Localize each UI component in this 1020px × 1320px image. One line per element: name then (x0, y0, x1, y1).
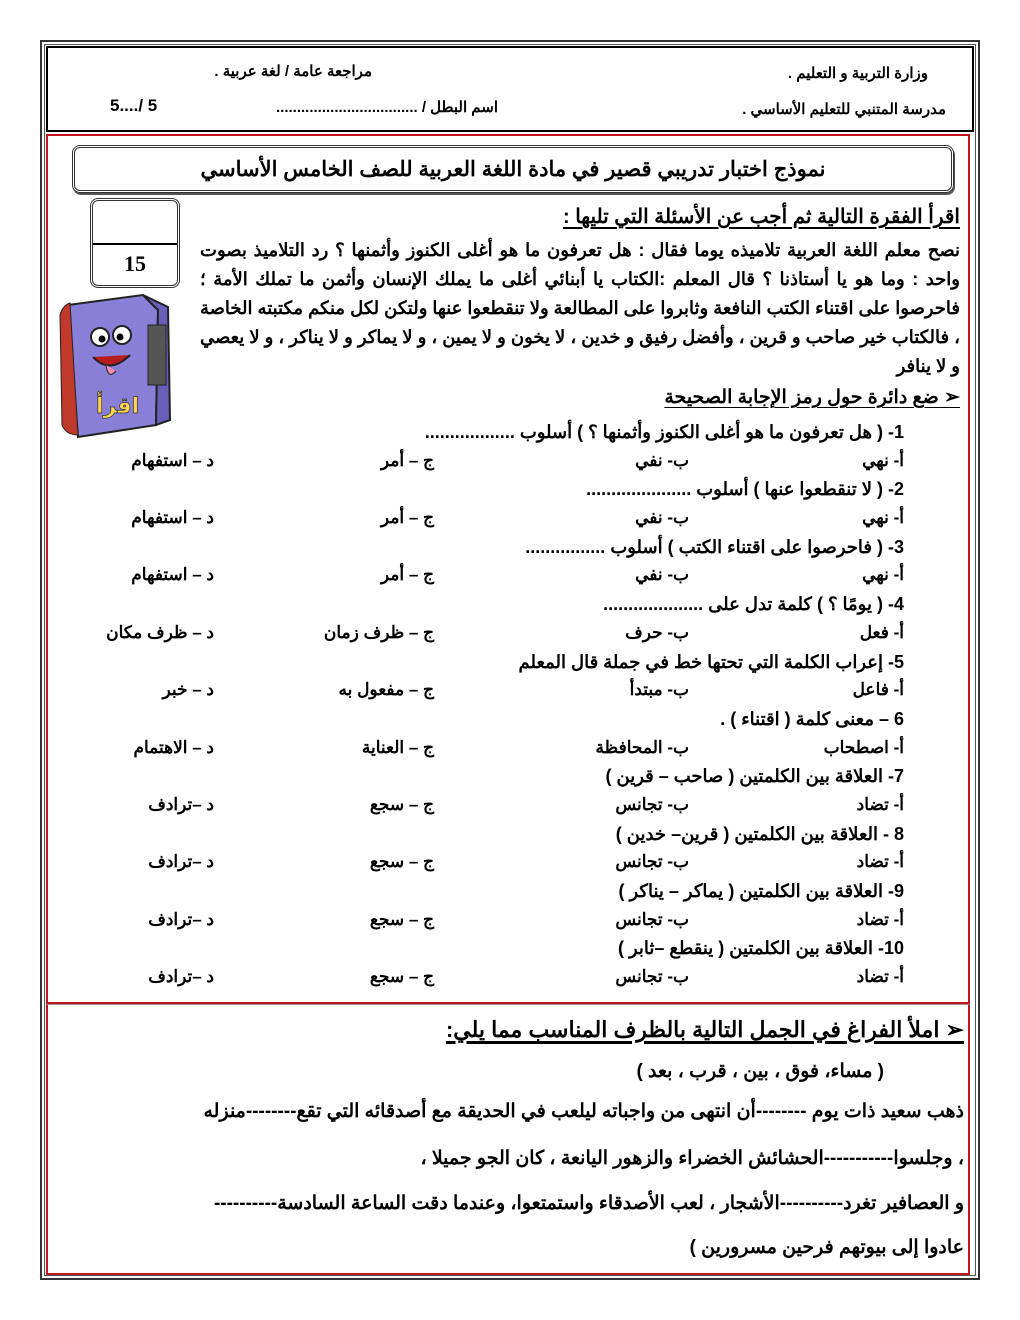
answer-option[interactable]: أ- تضاد (856, 967, 904, 987)
answer-option[interactable]: ب- المحافظة (595, 737, 689, 757)
answer-option[interactable]: ج – سجع (369, 909, 434, 929)
options-row (60, 676, 904, 705)
answer-option[interactable]: ب- تجانس (615, 794, 689, 814)
answer-option[interactable]: أ- نهي (862, 565, 904, 585)
answer-option[interactable]: ج – مفعول به (338, 680, 434, 700)
options-row (60, 504, 904, 533)
fill-line-4: عادوا إلى بيوتهم فرحين مسرورين ) (689, 1237, 964, 1258)
review-title: مراجعة عامة / لغة عربية . (214, 63, 372, 80)
fill-line-1: ذهب سعيد ذات يوم --------أن انتهى من واجباته ليلعب في الحديقة مع أصدقائه التي تقع--------منزله (203, 1101, 964, 1122)
options-row (60, 963, 904, 992)
fill-line-3: و العصافير تغرد----------الأشجار ، لعب الأصدقاء واستمتعوا، وعندما دقت الساعة السادسة---------- (213, 1193, 964, 1214)
question-2: 2- ( لا تنقطعوا عنها ) أسلوب ..................... (586, 479, 904, 500)
answer-option[interactable]: ب- مبتدأ (629, 680, 689, 700)
answer-option[interactable]: ج – سجع (369, 852, 434, 872)
fill-blanks-section (46, 1004, 970, 1275)
answer-option[interactable]: ب- تجانس (615, 967, 689, 987)
answer-option[interactable]: د – استفهام (131, 508, 214, 528)
fill-line-2: ، وجلسوا-----------الحشائش الخضراء والزهور اليانعة ، كان الجو جميلا ، (420, 1148, 964, 1169)
options-row (60, 619, 904, 648)
answer-option[interactable]: ب- تجانس (615, 852, 689, 872)
score-max: 15 (124, 251, 146, 276)
question-8: 8 - العلاقة بين الكلمتين ( قرين– خدين ) (615, 823, 904, 844)
reading-instruction: اقرأ الفقرة التالية ثم أجب عن الأسئلة التي تليها : (563, 206, 960, 228)
reading-paragraph: نصح معلم اللغة العربية تلاميذه يوما فقال : هل تعرفون ما هو أغلى الكنوز وأثمنها ؟ رد التلاميذ بصوت واحد : وما هو يا أستاذنا ؟ قال المعلم :الكتاب يا أبنائي أغلى ما يملك الإنسان وأثمن ما تملك الأمة ؛ فاحرصوا على اقتناء الكتب النافعة وثابروا على المطالعة ولا تنقطعوا عنها ولتكن لكل منكم مكتبته الخاصة ، فالكتاب خير صاحب و قرين ، وأفضل رفيق و خدين ، لا يخون و لا يمين ، و لا يماكر و لا يناكر ، و لا يعصي و لا ينافر (200, 240, 960, 376)
answer-option[interactable]: د – خبر (162, 680, 214, 700)
options-row (60, 791, 904, 820)
page-title: نموذج اختبار تدريبي قصير في مادة اللغة العربية للصف الخامس الأساسي (72, 145, 954, 193)
answer-option[interactable]: د – استفهام (131, 565, 214, 585)
answer-option[interactable]: د –ترادف (148, 909, 214, 929)
answer-option[interactable]: ج – أمر (380, 565, 434, 585)
answer-option[interactable]: ج – أمر (380, 508, 434, 528)
answer-option[interactable]: د –ترادف (148, 852, 214, 872)
score-box (90, 198, 180, 288)
question-7: 7- العلاقة بين الكلمتين ( صاحب – قرين ) (605, 766, 904, 787)
answer-option[interactable]: ج – سجع (369, 967, 434, 987)
question-10: 10- العلاقة بين الكلمتين ( ينقطع –ثابر ) (617, 938, 904, 959)
answer-option[interactable]: ج – العناية (361, 737, 434, 757)
answer-option[interactable]: ب- نفي (635, 508, 689, 528)
answer-option[interactable]: د – الاهتمام (133, 737, 214, 757)
score-divider (93, 243, 177, 245)
question-3: 3- ( فاحرصوا على اقتناء الكتب ) أسلوب ................ (525, 536, 904, 557)
mcq-questions (60, 418, 904, 992)
answer-option[interactable]: أ- تضاد (856, 909, 904, 929)
question-9: 9- العلاقة بين الكلمتين ( يماكر – يناكر ) (618, 881, 904, 901)
answer-option[interactable]: أ- تضاد (856, 794, 904, 814)
options-row (60, 561, 904, 590)
fill-instruction: ➢ املأ الفراغ في الجمل التالية بالظرف المناسب مما يلي: (445, 1017, 964, 1042)
student-name-field[interactable]: اسم البطل / .................................. (275, 99, 498, 116)
answer-option[interactable]: أ- فاعل (852, 680, 904, 700)
school-name: مدرسة المتنبي للتعليم الأساسي . (742, 101, 946, 118)
answer-option[interactable]: ج – سجع (369, 794, 434, 814)
answer-option[interactable]: ج – ظرف زمان (323, 622, 434, 642)
answer-option[interactable]: د –ترادف (148, 794, 214, 814)
answer-option[interactable]: ب- نفي (635, 565, 689, 585)
answer-option[interactable]: د – ظرف مكان (106, 622, 214, 642)
header-box (46, 46, 974, 132)
score-total: 5..../ 5 (110, 96, 158, 115)
answer-option[interactable]: ج – أمر (380, 450, 434, 470)
answer-option[interactable]: د – استفهام (131, 450, 214, 470)
question-6: 6 – معنى كلمة ( اقتناء ) . (720, 708, 904, 729)
answer-option[interactable]: أ- فعل (859, 622, 904, 642)
answer-option[interactable]: أ- اصطحاب (823, 737, 904, 757)
options-row (60, 447, 904, 476)
question-1: 1- ( هل تعرفون ما هو أغلى الكنوز وأثمنها ؟ ) أسلوب .................. (424, 422, 904, 442)
question-4: 4- ( يومًا ؟ ) كلمة تدل على .................... (603, 594, 904, 615)
answer-option[interactable]: أ- نهي (862, 508, 904, 528)
options-row (60, 848, 904, 877)
answer-option[interactable]: أ- نهي (862, 450, 904, 470)
mcq-instruction: ➢ ضع دائرة حول رمز الإجابة الصحيحة (664, 387, 960, 408)
word-bank: ( مساء، فوق ، بين ، قرب ، بعد ) (636, 1061, 884, 1082)
answer-option[interactable]: أ- تضاد (856, 852, 904, 872)
answer-option[interactable]: د –ترادف (148, 967, 214, 987)
answer-option[interactable]: ب- حرف (625, 622, 689, 642)
answer-option[interactable]: ب- تجانس (615, 909, 689, 929)
ministry-name: وزارة التربية و التعليم . (787, 65, 928, 82)
options-row (60, 734, 904, 763)
book-label: اقرأ (96, 394, 140, 419)
answer-option[interactable]: ب- نفي (635, 450, 689, 470)
question-5: 5- إعراب الكلمة التي تحتها خط في جملة قال المعلم (518, 651, 904, 672)
options-row (60, 906, 904, 935)
